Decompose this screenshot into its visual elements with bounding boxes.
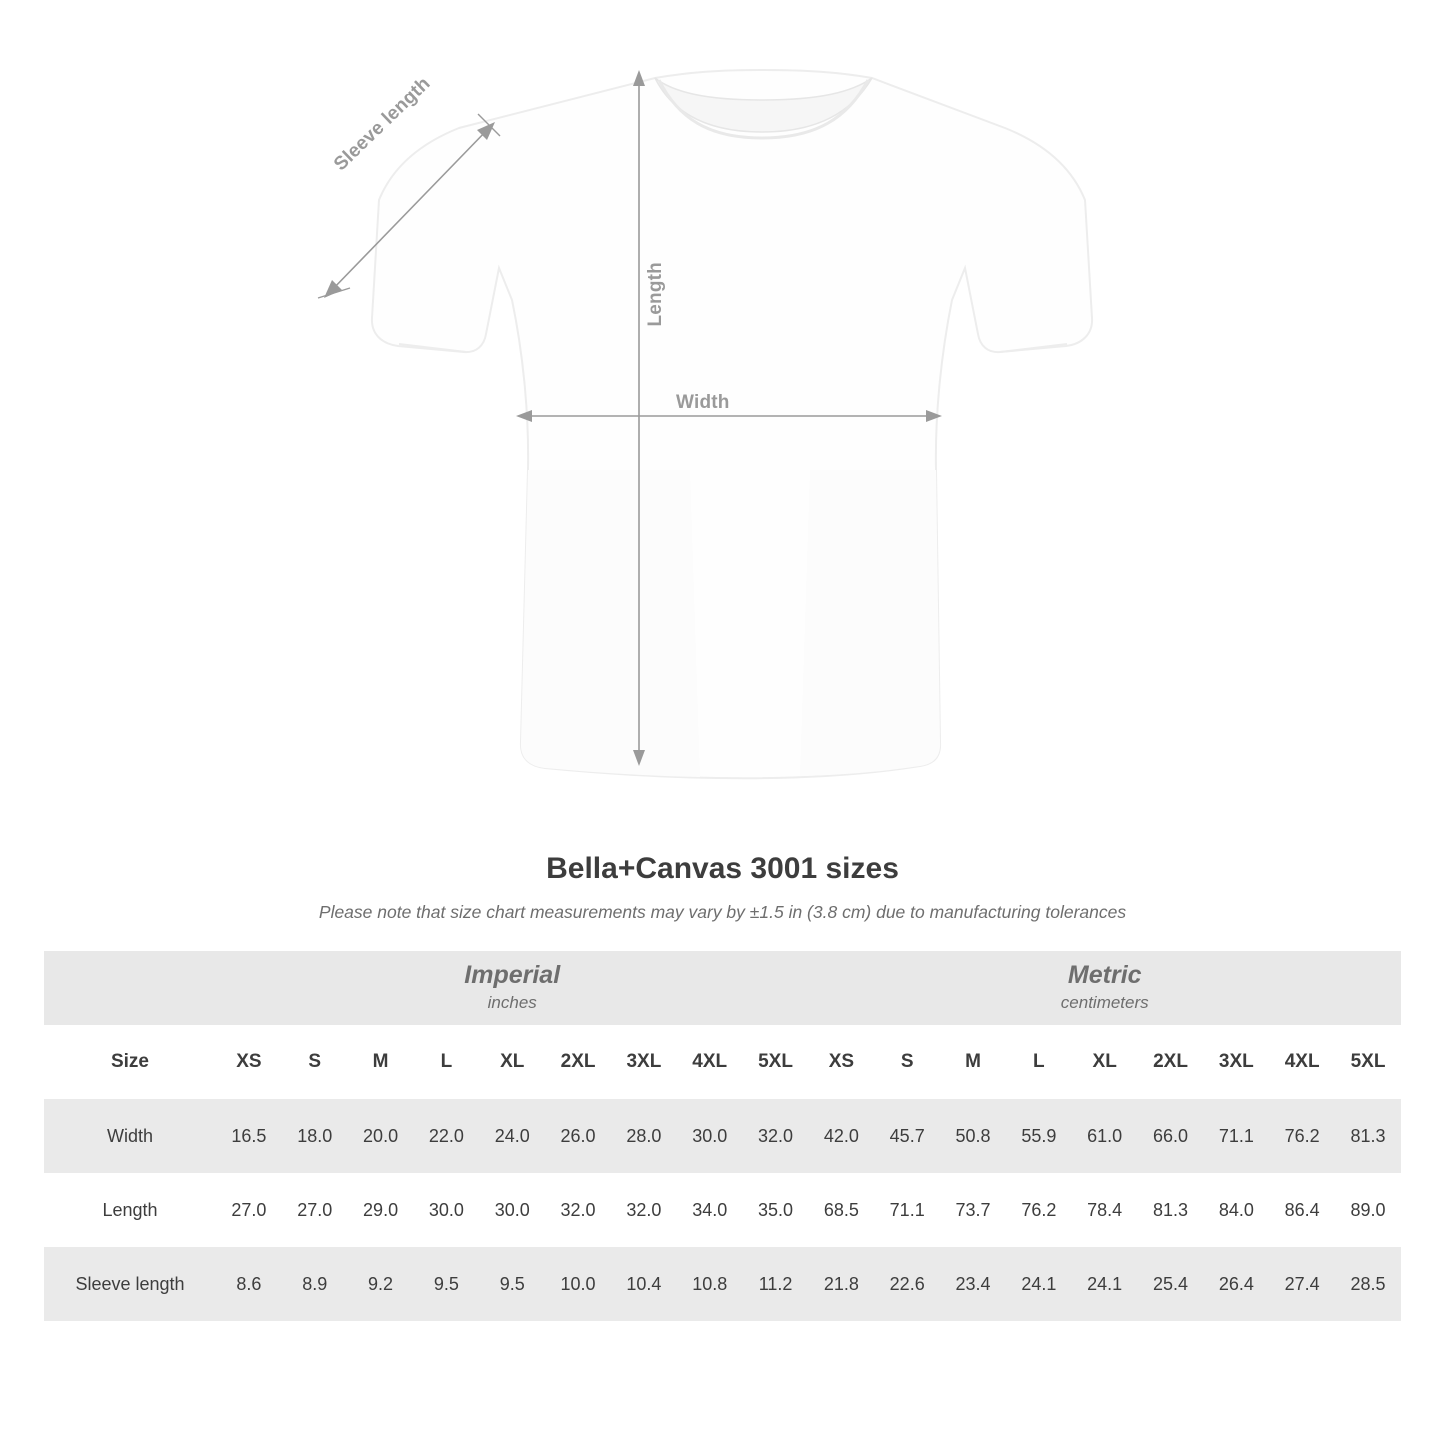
table-cell: 26.0 <box>545 1099 611 1173</box>
table-cell: 24.1 <box>1072 1247 1138 1321</box>
table-cell: 81.3 <box>1138 1173 1204 1247</box>
page-title: Bella+Canvas 3001 sizes <box>546 852 899 885</box>
unit-group-subtitle: centimeters <box>1060 992 1149 1012</box>
size-table-container <box>0 951 1445 1321</box>
column-header: 3XL <box>611 1025 677 1099</box>
table-cell: 9.5 <box>479 1247 545 1321</box>
table-row <box>44 1099 1401 1173</box>
table-cell: 21.8 <box>808 1247 874 1321</box>
unit-row-spacer <box>44 951 216 1025</box>
table-cell: 45.7 <box>874 1099 940 1173</box>
table-cell: 20.0 <box>348 1099 414 1173</box>
column-header: L <box>413 1025 479 1099</box>
table-cell: 27.0 <box>216 1173 282 1247</box>
table-cell: 55.9 <box>1006 1099 1072 1173</box>
table-cell: 10.0 <box>545 1247 611 1321</box>
table-cell: 23.4 <box>940 1247 1006 1321</box>
unit-group-row <box>44 951 1401 1025</box>
unit-group-imperial <box>216 951 808 1025</box>
table-cell: 10.8 <box>677 1247 743 1321</box>
sleeve-length-label: Sleeve length <box>330 73 435 176</box>
table-cell: 78.4 <box>1072 1173 1138 1247</box>
table-cell: 30.0 <box>413 1173 479 1247</box>
table-cell: 29.0 <box>348 1173 414 1247</box>
tshirt-shape <box>372 70 1092 778</box>
table-cell: 24.0 <box>479 1099 545 1173</box>
unit-group-name: Metric <box>1067 960 1142 989</box>
column-header: S <box>282 1025 348 1099</box>
table-cell: 32.0 <box>611 1173 677 1247</box>
size-chart-table <box>44 951 1401 1321</box>
table-cell: 76.2 <box>1006 1173 1072 1247</box>
table-cell: 22.0 <box>413 1099 479 1173</box>
column-header: L <box>1006 1025 1072 1099</box>
length-label: Length <box>645 262 666 327</box>
width-label: Width <box>676 392 730 413</box>
table-row <box>44 1247 1401 1321</box>
table-header-row <box>44 1025 1401 1099</box>
table-cell: 26.4 <box>1203 1247 1269 1321</box>
table-cell: 73.7 <box>940 1173 1006 1247</box>
table-cell: 89.0 <box>1335 1173 1401 1247</box>
table-cell: 68.5 <box>808 1173 874 1247</box>
column-header: XS <box>216 1025 282 1099</box>
table-cell: 50.8 <box>940 1099 1006 1173</box>
table-cell: 86.4 <box>1269 1173 1335 1247</box>
column-header: 2XL <box>1138 1025 1204 1099</box>
table-cell: 28.0 <box>611 1099 677 1173</box>
table-cell: 18.0 <box>282 1099 348 1173</box>
table-cell: 27.0 <box>282 1173 348 1247</box>
table-cell: 61.0 <box>1072 1099 1138 1173</box>
table-cell: 30.0 <box>677 1099 743 1173</box>
row-header-length: Length <box>44 1173 216 1247</box>
table-cell: 32.0 <box>743 1099 809 1173</box>
table-cell: 16.5 <box>216 1099 282 1173</box>
table-cell: 66.0 <box>1138 1099 1204 1173</box>
table-cell: 11.2 <box>743 1247 809 1321</box>
table-cell: 35.0 <box>743 1173 809 1247</box>
table-cell: 30.0 <box>479 1173 545 1247</box>
table-cell: 28.5 <box>1335 1247 1401 1321</box>
unit-group-metric <box>808 951 1401 1025</box>
chart-header <box>0 852 1445 923</box>
unit-group-subtitle: inches <box>487 992 537 1012</box>
column-header: XL <box>479 1025 545 1099</box>
table-cell: 9.2 <box>348 1247 414 1321</box>
table-cell: 10.4 <box>611 1247 677 1321</box>
table-cell: 42.0 <box>808 1099 874 1173</box>
column-header: XL <box>1072 1025 1138 1099</box>
table-cell: 32.0 <box>545 1173 611 1247</box>
column-header: 4XL <box>677 1025 743 1099</box>
row-header-width: Width <box>44 1099 216 1173</box>
column-header: XS <box>808 1025 874 1099</box>
table-cell: 34.0 <box>677 1173 743 1247</box>
table-cell: 22.6 <box>874 1247 940 1321</box>
column-header: M <box>348 1025 414 1099</box>
table-cell: 27.4 <box>1269 1247 1335 1321</box>
table-cell: 8.6 <box>216 1247 282 1321</box>
column-header: S <box>874 1025 940 1099</box>
column-header: 2XL <box>545 1025 611 1099</box>
table-cell: 81.3 <box>1335 1099 1401 1173</box>
column-header: 3XL <box>1203 1025 1269 1099</box>
table-cell: 71.1 <box>874 1173 940 1247</box>
table-cell: 9.5 <box>413 1247 479 1321</box>
table-cell: 25.4 <box>1138 1247 1204 1321</box>
table-cell: 71.1 <box>1203 1099 1269 1173</box>
table-row <box>44 1173 1401 1247</box>
tolerance-note: Please note that size chart measurements may vary by ±1.5 in (3.8 cm) due to manufacturing tolerances <box>318 902 1127 922</box>
table-cell: 8.9 <box>282 1247 348 1321</box>
column-header: M <box>940 1025 1006 1099</box>
table-cell: 24.1 <box>1006 1247 1072 1321</box>
row-header-sleeve-length: Sleeve length <box>44 1247 216 1321</box>
row-header-size: Size <box>44 1025 216 1099</box>
column-header: 5XL <box>743 1025 809 1099</box>
column-header: 4XL <box>1269 1025 1335 1099</box>
table-cell: 84.0 <box>1203 1173 1269 1247</box>
column-header: 5XL <box>1335 1025 1401 1099</box>
unit-group-name: Imperial <box>464 960 561 989</box>
table-cell: 76.2 <box>1269 1099 1335 1173</box>
